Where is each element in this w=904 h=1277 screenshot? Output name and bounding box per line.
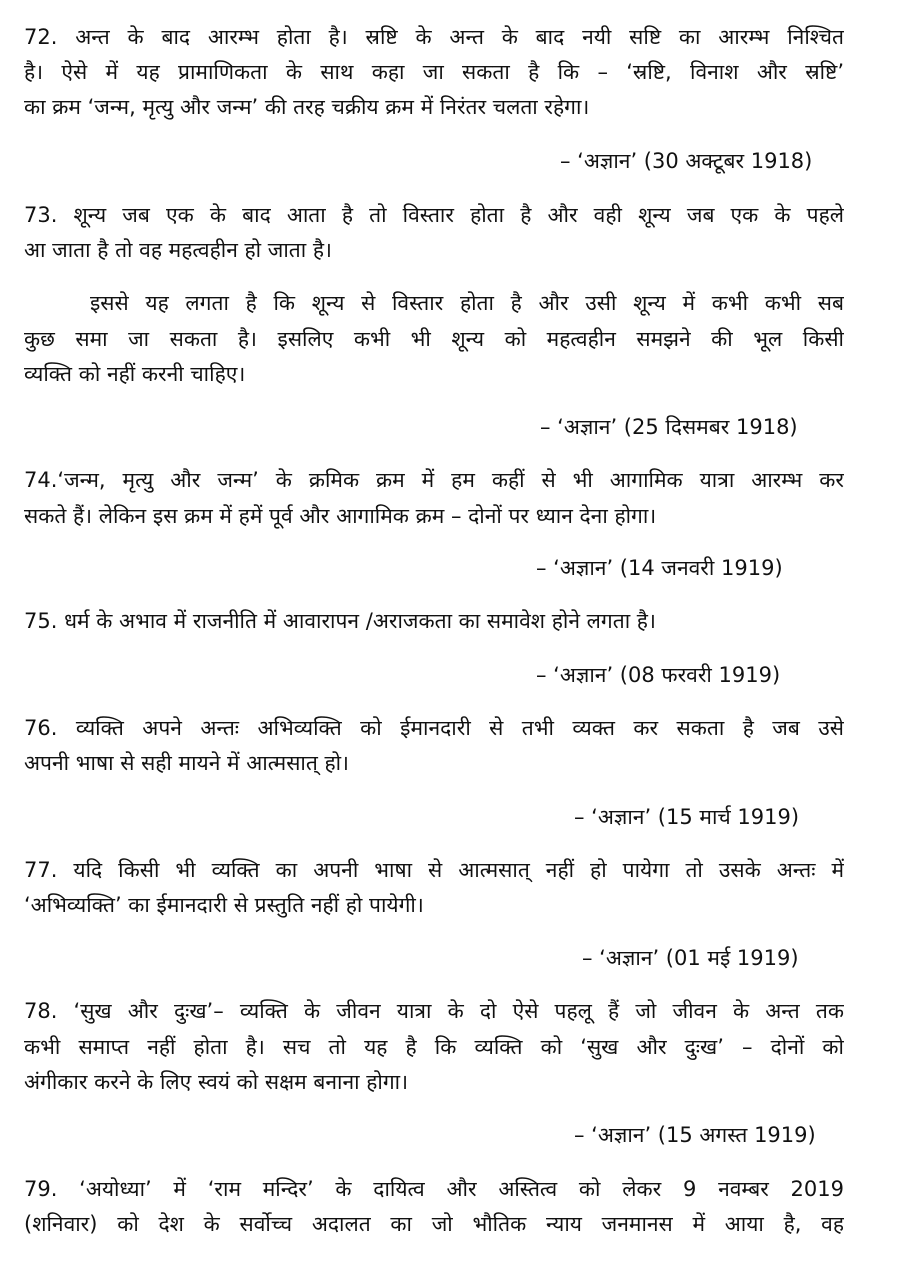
entry-76-line-1: 76. व्यक्ति अपने अन्तः अभिव्यक्ति को ईमानदारी से तभी व्यक्त कर सकता है जब उसे bbox=[24, 716, 844, 740]
entry-74-line-2: सकते हैं। लेकिन इस क्रम में हमें पूर्व और आगामिक क्रम – दोनों पर ध्यान देना होगा। bbox=[24, 504, 657, 528]
entry-74-attribution: – ‘अज्ञान’ (14 जनवरी 1919) bbox=[536, 556, 783, 580]
entry-76-line-2: अपनी भाषा से सही मायने में आत्मसात् हो। bbox=[24, 751, 350, 775]
entry-77-line-1: 77. यदि किसी भी व्यक्ति का अपनी भाषा से आत्मसात् नहीं हो पायेगा तो उसके अन्तः में bbox=[24, 858, 844, 882]
entry-72-line-1: 72. अन्त के बाद आरम्भ होता है। स्रष्टि के अन्त के बाद नयी सष्टि का आरम्भ निश्चित bbox=[24, 25, 844, 49]
entry-73-line-1: 73. शून्य जब एक के बाद आता है तो विस्तार होता है और वही शून्य जब एक के पहले bbox=[24, 203, 844, 227]
entry-74-line-1: 74.‘जन्म, मृत्यु और जन्म’ के क्रमिक क्रम में हम कहीं से भी आगामिक यात्रा आरम्भ कर bbox=[24, 468, 844, 492]
entry-73-para2-line-2: कुछ समा जा सकता है। इसलिए कभी भी शून्य को महत्वहीन समझने की भूल किसी bbox=[24, 327, 844, 351]
entry-73-para2-line-3: व्यक्ति को नहीं करनी चाहिए। bbox=[24, 362, 246, 386]
entry-75-line-1: 75. धर्म के अभाव में राजनीति में आवारापन /अराजकता का समावेश होने लगता है। bbox=[24, 609, 656, 633]
entry-77-line-2: ‘अभिव्यक्ति’ का ईमानदारी से प्रस्तुति नहीं हो पायेगी। bbox=[24, 893, 424, 917]
entry-79-line-2: (शनिवार) को देश के सर्वोच्च अदालत का जो भौतिक न्याय जनमानस में आया है, वह bbox=[24, 1212, 844, 1236]
entry-77-attribution: – ‘अज्ञान’ (01 मई 1919) bbox=[582, 946, 799, 970]
entry-72-line-2: है। ऐसे में यह प्रामाणिकता के साथ कहा जा सकता है कि – ‘स्रष्टि, विनाश और स्रष्टि’ bbox=[24, 60, 844, 84]
entry-72-attribution: – ‘अज्ञान’ (30 अक्टूबर 1918) bbox=[560, 149, 813, 173]
entry-76-attribution: – ‘अज्ञान’ (15 मार्च 1919) bbox=[574, 805, 800, 829]
entry-72-line-3: का क्रम ‘जन्म, मृत्यु और जन्म’ की तरह चक्रीय क्रम में निरंतर चलता रहेगा। bbox=[24, 95, 590, 119]
entry-73-attribution: – ‘अज्ञान’ (25 दिसमबर 1918) bbox=[540, 415, 798, 439]
entry-75-attribution: – ‘अज्ञान’ (08 फरवरी 1919) bbox=[536, 663, 781, 687]
entry-78-line-3: अंगीकार करने के लिए स्वयं को सक्षम बनाना होगा। bbox=[24, 1070, 409, 1094]
entry-73-para2-line-1: इससे यह लगता है कि शून्य से विस्तार होता है और उसी शून्य में कभी कभी सब bbox=[90, 291, 844, 315]
entry-78-attribution: – ‘अज्ञान’ (15 अगस्त 1919) bbox=[574, 1123, 816, 1147]
entry-78-line-2: कभी समाप्त नहीं होता है। सच तो यह है कि व्यक्ति को ‘सुख और दुःख’ – दोनों को bbox=[24, 1035, 844, 1059]
entry-78-line-1: 78. ‘सुख और दुःख’– व्यक्ति के जीवन यात्रा के दो ऐसे पहलू हैं जो जीवन के अन्त तक bbox=[24, 999, 844, 1023]
entry-79-line-1: 79. ‘अयोध्या’ में ‘राम मन्दिर’ के दायित्व और अस्तित्व को लेकर 9 नवम्बर 2019 bbox=[24, 1177, 844, 1201]
entry-73-line-2: आ जाता है तो वह महत्वहीन हो जाता है। bbox=[24, 238, 333, 262]
